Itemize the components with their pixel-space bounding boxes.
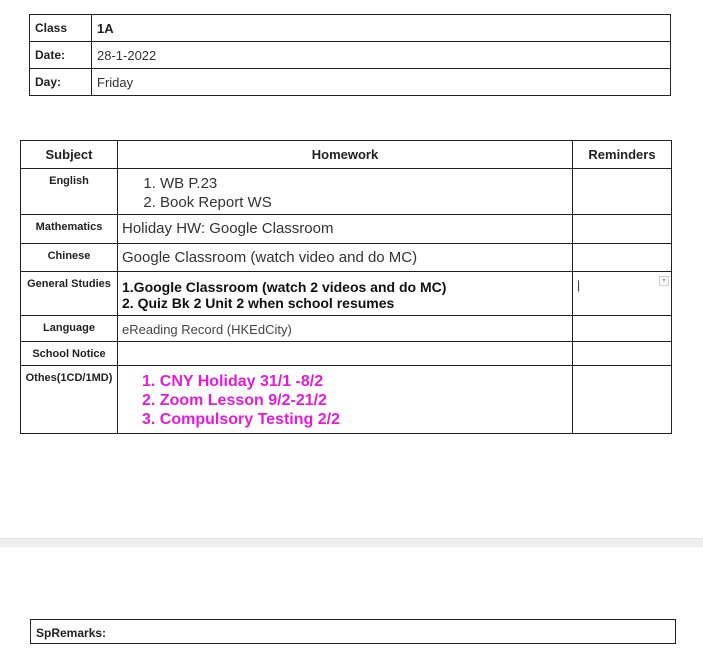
- list-item: 2. Book Report WS: [160, 193, 572, 212]
- reminders-mathematics[interactable]: [573, 215, 672, 244]
- reminders-school-notice[interactable]: [573, 342, 672, 366]
- class-row: [30, 15, 671, 42]
- homework-table: [20, 140, 672, 434]
- table-row-others: [21, 366, 672, 434]
- reminders-chinese[interactable]: [573, 244, 672, 272]
- gs-line-2: 2. Quiz Bk 2 Unit 2 when school resumes: [122, 295, 395, 311]
- language-homework-text: eReading Record (HKEdCity): [122, 322, 292, 337]
- day-label: Day:: [30, 69, 92, 96]
- date-row: [30, 42, 671, 69]
- date-label: Date:: [30, 42, 92, 69]
- homework-others[interactable]: [118, 366, 573, 434]
- table-row-language: [21, 316, 672, 342]
- list-item: 1. CNY Holiday 31/1 -8/2: [142, 373, 324, 390]
- mathematics-homework-text: Holiday HW: Google Classroom: [122, 220, 334, 237]
- general-studies-homework-text: [122, 272, 572, 311]
- date-value[interactable]: 28-1-2022: [92, 42, 671, 69]
- subject-header: Subject: [21, 141, 118, 169]
- chinese-homework-text: Google Classroom (watch video and do MC): [122, 249, 418, 266]
- class-label: Class: [30, 15, 92, 42]
- homework-chinese[interactable]: [118, 244, 573, 272]
- table-row-chinese: [21, 244, 672, 272]
- homework-header: Homework: [118, 141, 573, 169]
- homework-mathematics[interactable]: [118, 215, 573, 244]
- dropdown-arrow-icon[interactable]: ▾: [659, 276, 669, 286]
- list-item: 3. Compulsory Testing 2/2: [142, 411, 340, 428]
- subject-school-notice: School Notice: [21, 342, 118, 366]
- remarks-label: SpRemarks:: [36, 626, 107, 640]
- homework-school-notice[interactable]: [118, 342, 573, 366]
- subject-general-studies: General Studies: [21, 272, 118, 316]
- subject-language: Language: [21, 316, 118, 342]
- text-cursor-icon: |: [577, 278, 581, 292]
- table-row-english: [21, 169, 672, 215]
- reminders-header: Reminders: [573, 141, 672, 169]
- subject-others: Othes(1CD/1MD): [21, 366, 118, 434]
- header-row: [21, 141, 672, 169]
- gs-line-1: 1.Google Classroom (watch 2 videos and do MC): [122, 279, 447, 295]
- class-value[interactable]: 1A: [92, 15, 671, 42]
- others-homework-list: [122, 372, 572, 429]
- class-info-table: [29, 14, 671, 96]
- day-value[interactable]: Friday: [92, 69, 671, 96]
- subject-mathematics: Mathematics: [21, 215, 118, 244]
- table-row-school-notice: [21, 342, 672, 366]
- list-item: 2. Zoom Lesson 9/2-21/2: [142, 392, 327, 409]
- homework-language[interactable]: [118, 316, 573, 342]
- reminders-general-studies[interactable]: [573, 272, 672, 316]
- reminders-english[interactable]: [573, 169, 672, 215]
- homework-general-studies[interactable]: [118, 272, 573, 316]
- subject-chinese: Chinese: [21, 244, 118, 272]
- reminders-others[interactable]: [573, 366, 672, 434]
- subject-english: English: [21, 169, 118, 215]
- table-row-mathematics: [21, 215, 672, 244]
- reminders-language[interactable]: [573, 316, 672, 342]
- homework-english[interactable]: [118, 169, 573, 215]
- english-homework-list: [122, 174, 572, 212]
- list-item: 1. WB P.23: [160, 174, 572, 193]
- day-row: [30, 69, 671, 96]
- table-row-general-studies: [21, 272, 672, 316]
- page-break-separator: [0, 538, 703, 547]
- remarks-box[interactable]: [30, 619, 676, 644]
